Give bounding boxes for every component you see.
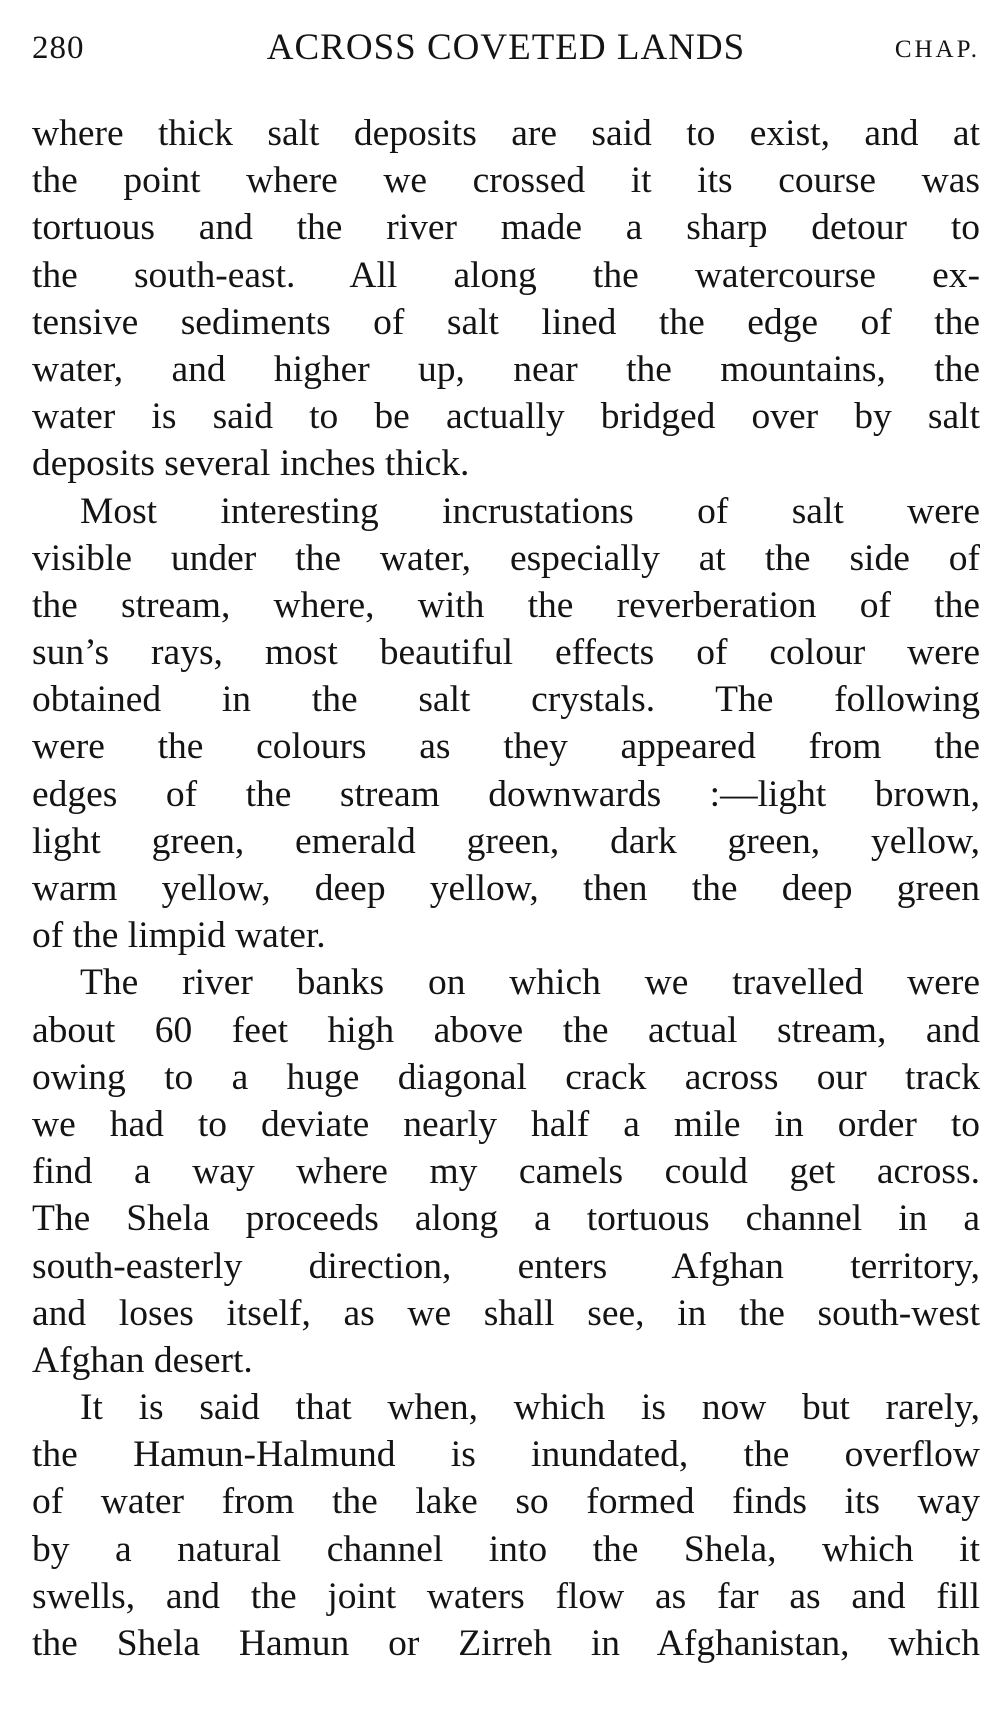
text-line: The Shela proceeds along a tortuous channel in a <box>32 1198 980 1240</box>
paragraph <box>32 488 980 960</box>
page-number: 280 <box>32 30 85 66</box>
body-text <box>32 110 980 1667</box>
text-line: the stream, where, with the reverberation of the <box>32 584 980 626</box>
text-line: visible under the water, especially at the side of <box>32 537 980 579</box>
text-line: edges of the stream downwards :—light brown, <box>32 773 980 815</box>
text-line: tortuous and the river made a sharp detour to <box>32 207 980 249</box>
text-line: by a natural channel into the Shela, which it <box>32 1528 980 1570</box>
text-line: tensive sediments of salt lined the edge of the <box>32 301 980 343</box>
text-line: we had to deviate nearly half a mile in order to <box>32 1103 980 1145</box>
text-line: water, and higher up, near the mountains, the <box>32 348 980 390</box>
book-title: ACROSS COVETED LANDS <box>266 27 746 68</box>
text-line: warm yellow, deep yellow, then the deep green <box>32 868 980 909</box>
text-line: south-easterly direction, enters Afghan territory, <box>32 1245 980 1287</box>
text-line: sun’s rays, most beautiful effects of colour were <box>32 632 980 674</box>
text-line: and loses itself, as we shall see, in the south-west <box>32 1292 980 1334</box>
text-line: deposits several inches thick. <box>32 443 470 485</box>
text-line: the Shela Hamun or Zirreh in Afghanistan, which <box>32 1623 980 1664</box>
text-line: Afghan desert. <box>32 1339 253 1381</box>
text-line: It is said that when, which is now but rarely, <box>80 1387 980 1429</box>
paragraph <box>32 110 980 488</box>
text-line: where thick salt deposits are said to exist, and at <box>32 113 980 154</box>
text-line: of the limpid water. <box>32 915 326 957</box>
text-line: owing to a huge diagonal crack across our track <box>32 1056 980 1098</box>
text-line: the south-east. All along the watercourse ex- <box>32 254 980 296</box>
paragraph <box>32 1384 980 1667</box>
text-line: water is said to be actually bridged over by salt <box>32 396 980 438</box>
text-line: light green, emerald green, dark green, yellow, <box>32 820 980 862</box>
text-line: swells, and the joint waters flow as far as and fill <box>32 1575 980 1617</box>
text-line: find a way where my camels could get across. <box>32 1151 980 1193</box>
text-line: were the colours as they appeared from the <box>32 726 980 768</box>
text-line: of water from the lake so formed finds its way <box>32 1481 980 1523</box>
text-line: obtained in the salt crystals. The following <box>32 679 980 721</box>
text-line: the Hamun-Halmund is inundated, the overflow <box>32 1434 980 1476</box>
text-line: about 60 feet high above the actual stream, and <box>32 1009 980 1051</box>
text-line: Most interesting incrustations of salt were <box>80 490 980 532</box>
chapter-label: CHAP. <box>894 36 980 63</box>
text-line: The river banks on which we travelled were <box>80 962 980 1004</box>
paragraph <box>32 959 980 1384</box>
text-line: the point where we crossed it its course was <box>32 160 980 202</box>
running-head <box>32 22 980 82</box>
